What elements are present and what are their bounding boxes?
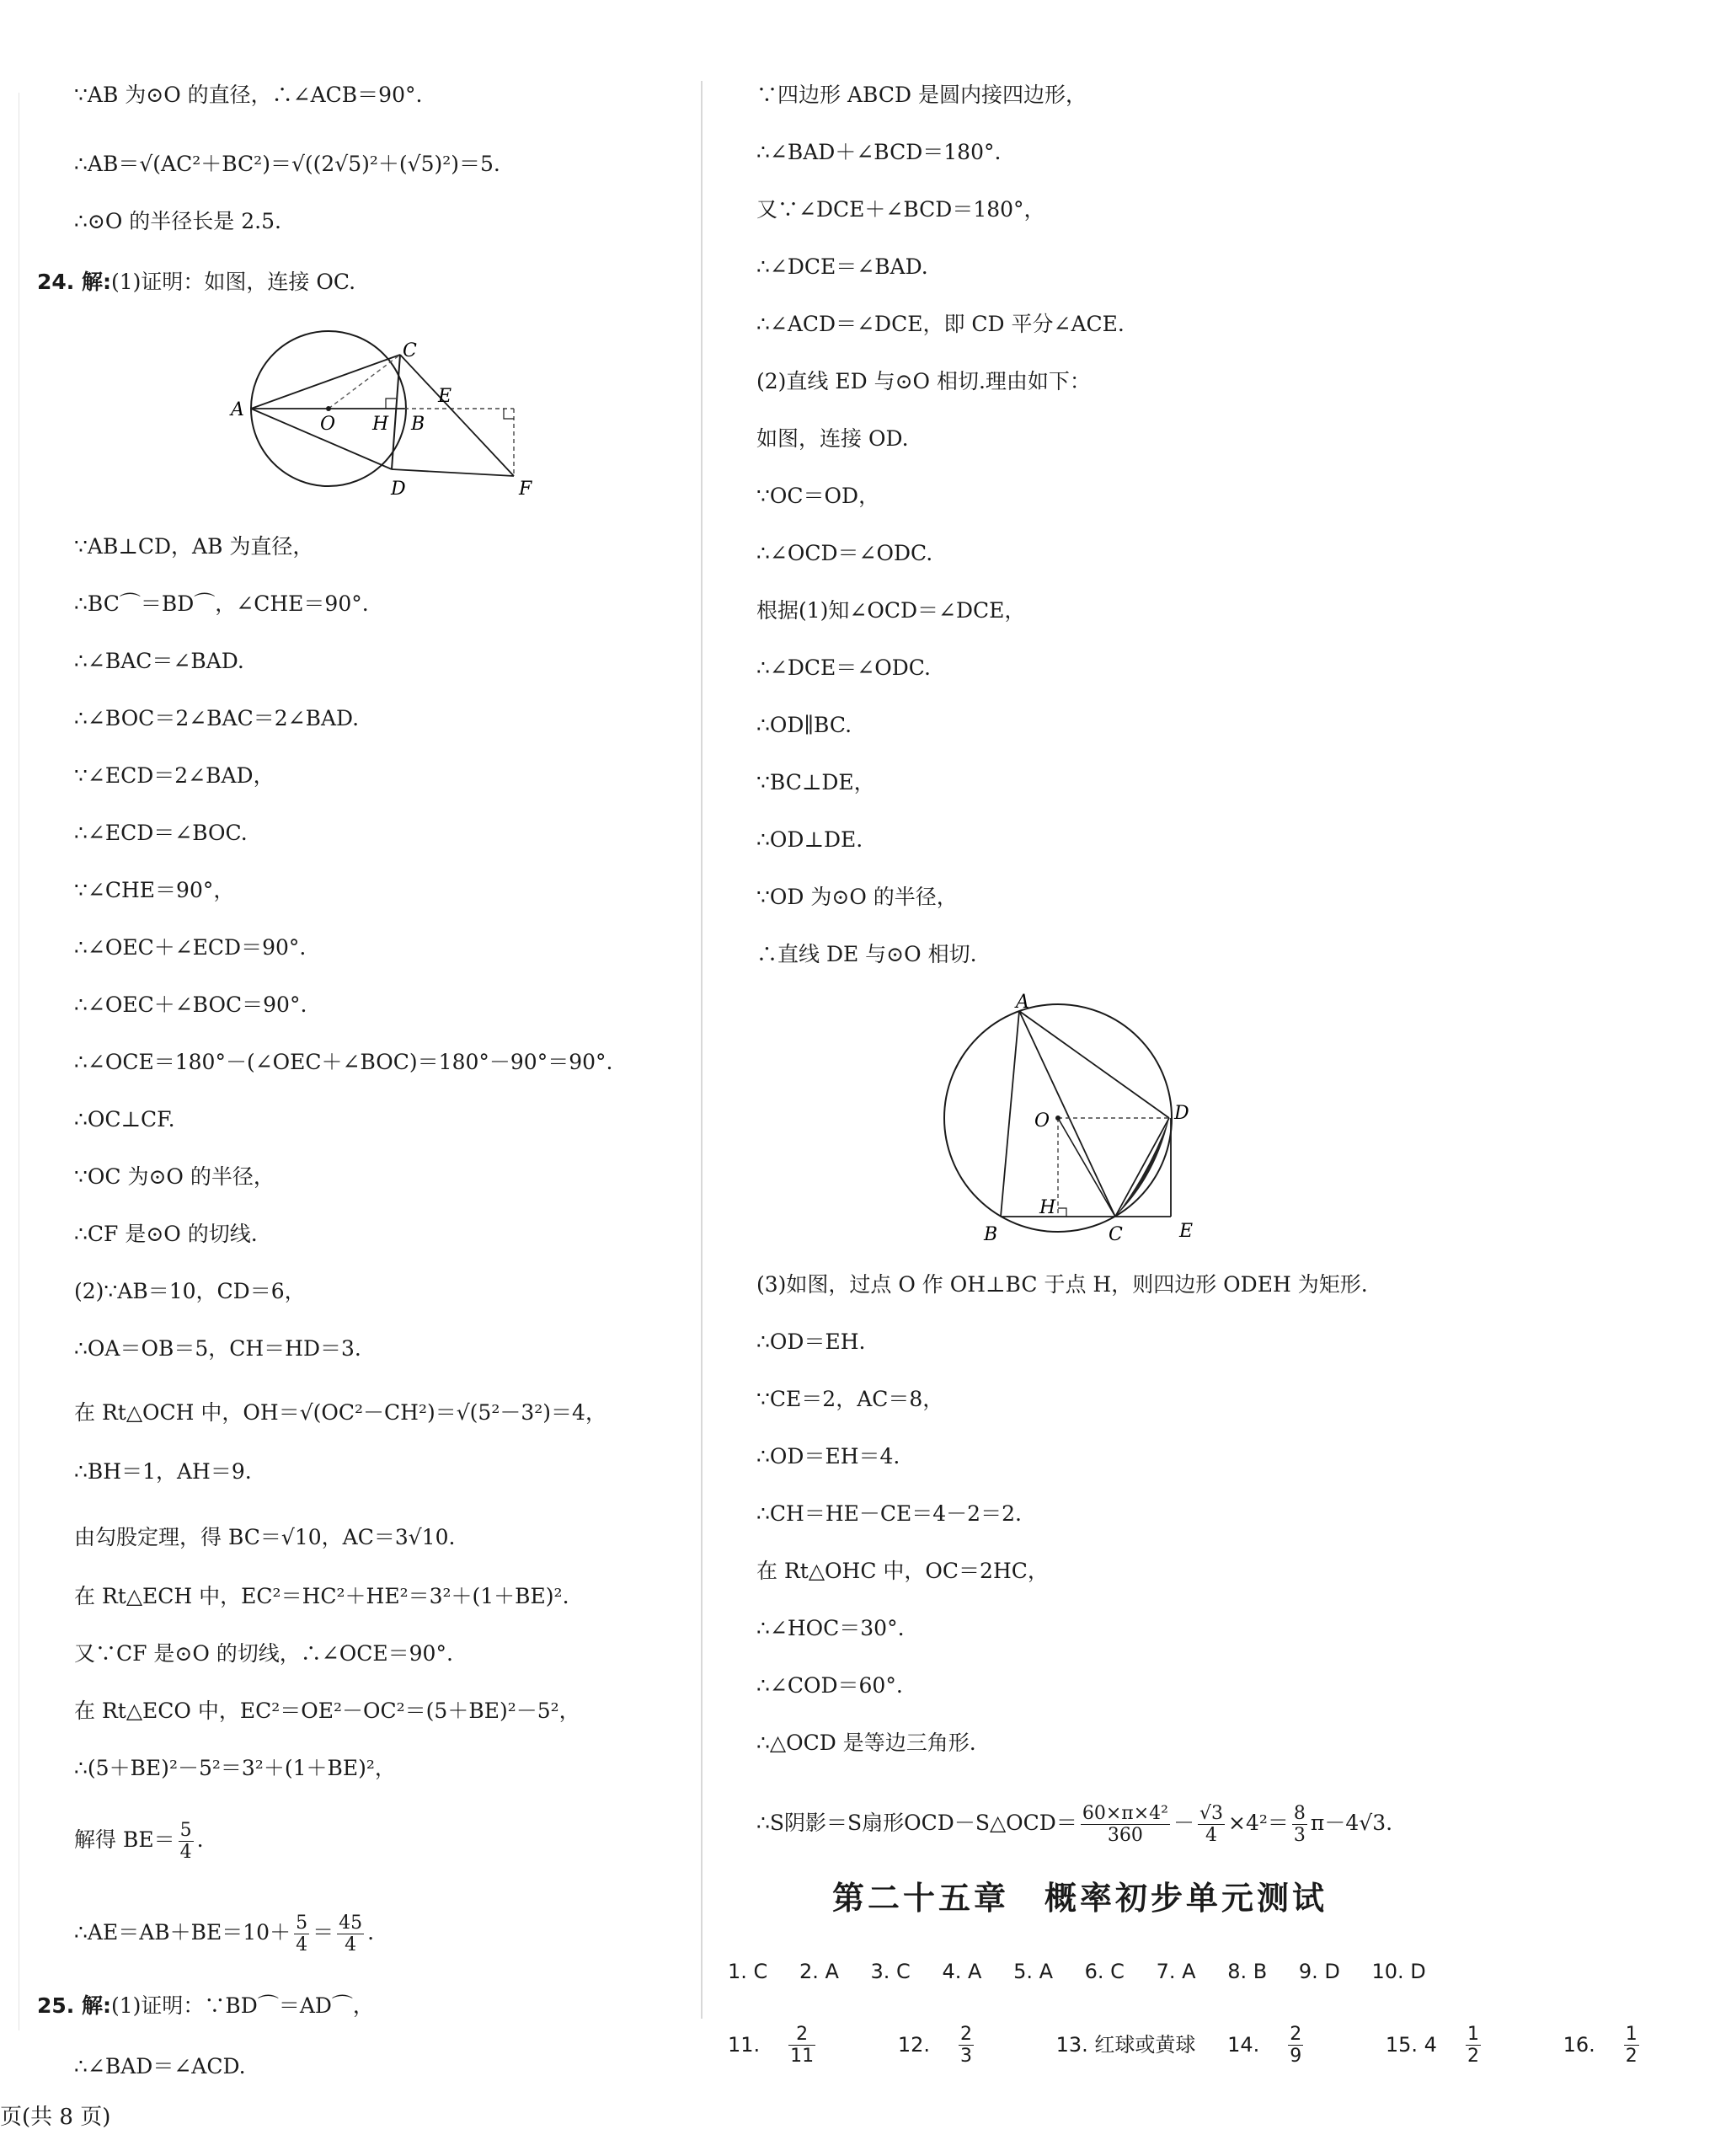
answer-item: 1. C (728, 1960, 768, 1983)
answer-item: 3. C (870, 1960, 911, 1983)
fig1-label-D: D (391, 479, 406, 500)
text-line: ∴∠ECD＝∠BOC. (74, 821, 248, 845)
text-line: ∴(5＋BE)²－5²＝3²＋(1＋BE)²， (74, 1756, 396, 1780)
answer-item: 4. A (942, 1960, 982, 1983)
fraction: $\frac{45}{4}$ (339, 1913, 363, 1955)
text-line: ∴CH＝HE－CE＝4－2＝2. (756, 1501, 1022, 1526)
answers-row-2 (728, 2024, 1715, 2067)
text-line: ∵AB⊥CD，AB 为直径， (74, 534, 314, 559)
answer-item: 14. $\frac{2}{9}$ (1227, 2024, 1302, 2067)
text-line: ∴∠ACD＝∠DCE，即 CD 平分∠ACE. (756, 312, 1125, 336)
figure-circle-tangent (227, 333, 548, 510)
text-line: ∴OD∥BC. (756, 713, 852, 737)
chapter-title: 第二十五章 概率初步单元测试 (832, 1879, 1328, 1917)
answer-item: 6. C (1084, 1960, 1125, 1983)
text-line: 如图，连接 OD. (756, 426, 909, 451)
answer-item: 16. $\frac{1}{2}$ (1563, 2024, 1638, 2067)
question-25 (37, 1992, 374, 2020)
fig2-label-B: B (984, 1224, 998, 1245)
fig2-label-O: O (1034, 1110, 1050, 1131)
text-line: ∵∠ECD＝2∠BAD， (74, 763, 275, 788)
fig1-label-B: B (411, 414, 425, 435)
text-line: ∴∠OCD＝∠ODC. (756, 541, 933, 565)
text-line: (1)证明：∵BD⌒＝AD⌒， (111, 1993, 374, 2018)
text-line: ∴∠DCE＝∠ODC. (756, 655, 931, 680)
text-line: ∴∠COD＝60°. (756, 1673, 903, 1698)
answer-item: 10. D (1371, 1960, 1426, 1983)
text-line: (2)直线 ED 与⊙O 相切.理由如下： (756, 369, 1091, 393)
text-line: 在 Rt△OCH 中，OH＝√(OC²－CH²)＝√(5²－3²)＝4， (74, 1400, 606, 1425)
text-line: ∴AB＝√(AC²＋BC²)＝√((2√5)²＋(√5)²)＝5. (74, 152, 500, 176)
fig2-label-A: A (1016, 992, 1029, 1013)
text-line: ∴BH＝1，AH＝9. (74, 1459, 252, 1484)
fig1-label-O: O (320, 414, 336, 435)
fraction: $\frac{√3}{4}$ (1199, 1803, 1224, 1846)
answer-item: 5. A (1013, 1960, 1054, 1983)
text-line: ∴OC⊥CF. (74, 1107, 175, 1131)
text-line: 又∵∠DCE＋∠BCD＝180°， (756, 197, 1045, 222)
text-line: ∴直线 DE 与⊙O 相切. (756, 942, 977, 966)
text-line: ∴∠OEC＋∠BOC＝90°. (74, 992, 307, 1017)
text-line: ∴OA＝OB＝5，CH＝HD＝3. (74, 1336, 361, 1361)
text-line: 在 Rt△OHC 中，OC＝2HC， (756, 1559, 1049, 1583)
fraction: $\frac{\text{60×π×4²}}{360}$ (1082, 1803, 1168, 1846)
text-line: 又∵CF 是⊙O 的切线，∴∠OCE＝90°. (74, 1641, 453, 1666)
text-line: ∴OD＝EH＝4. (756, 1444, 900, 1469)
text-line: 在 Rt△ECO 中，EC²＝OE²－OC²＝(5＋BE)²－5²， (74, 1699, 580, 1723)
text-line: ∵OD 为⊙O 的半径， (756, 885, 958, 909)
question-number: 24. 解: (37, 270, 111, 294)
question-number: 25. 解: (37, 1993, 111, 2018)
text-line: 由勾股定理，得 BC＝√10，AC＝3√10. (74, 1525, 456, 1549)
text-line: ∴CF 是⊙O 的切线. (74, 1222, 258, 1246)
text-line: ∵OC 为⊙O 的半径， (74, 1164, 275, 1189)
fig1-label-H: H (372, 414, 389, 435)
text-line: ∵BC⊥DE， (756, 770, 875, 794)
area-formula: ∴S阴影＝S扇形OCD－S△OCD＝ $\frac{\text{60×π×4²}}{360}$ － $\frac{√3}{4}$ ×4²＝ $\frac{8}{3}$ π－4√3. (756, 1803, 1393, 1846)
text-line: ∴OD⊥DE. (756, 827, 863, 852)
question-24 (37, 268, 355, 297)
answer-item: 12. $\frac{2}{3}$ (897, 2024, 972, 2067)
text-line: ∴OD＝EH. (756, 1329, 866, 1354)
column-divider (701, 81, 703, 2019)
fig1-label-E: E (438, 386, 452, 407)
fig2-label-D: D (1174, 1103, 1189, 1124)
text-line: ∴∠BAC＝∠BAD. (74, 649, 244, 673)
fig2-label-H: H (1039, 1197, 1056, 1218)
answer-item: 11. $\frac{2}{11}$ (728, 2024, 815, 2067)
text-line: 在 Rt△ECH 中，EC²＝HC²＋HE²＝3²＋(1＋BE)². (74, 1584, 569, 1608)
fig2-label-E: E (1179, 1221, 1194, 1242)
text-line: ∵OC＝OD， (756, 484, 880, 508)
text-line: (3)如图，过点 O 作 OH⊥BC 于点 H，则四边形 ODEH 为矩形. (756, 1272, 1368, 1297)
text-line: ∴⊙O 的半径长是 2.5. (74, 209, 281, 233)
answer-item: 8. B (1227, 1960, 1268, 1983)
text-line: ∴∠OEC＋∠ECD＝90°. (74, 935, 307, 960)
text-line: ∴∠BAD＝∠ACD. (74, 2054, 246, 2078)
text-line: ∴△OCD 是等边三角形. (756, 1731, 976, 1755)
answer-item: 13. 红球或黄球 (1055, 2032, 1196, 2057)
fraction: $\frac{5}{4}$ (296, 1913, 308, 1955)
text-line: ∴BC⌒＝BD⌒，∠CHE＝90°. (74, 591, 369, 616)
fraction: $\frac{8}{3}$ (1293, 1803, 1306, 1846)
figure-circle-sector (935, 992, 1205, 1249)
text-line: ∴∠BAD＋∠BCD＝180°. (756, 140, 1002, 164)
text-line: ∵四边形 ABCD 是圆内接四边形， (756, 83, 1087, 107)
text-line: ∴∠HOC＝30°. (756, 1616, 905, 1640)
fig1-label-F: F (519, 479, 532, 500)
answer-item: 2. A (799, 1960, 839, 1983)
text-line: ∴∠OCE＝180°－(∠OEC＋∠BOC)＝180°－90°＝90°. (74, 1050, 613, 1074)
text-line: ∴∠DCE＝∠BAD. (756, 254, 928, 279)
text-line: ∵AB 为⊙O 的直径，∴∠ACB＝90°. (74, 83, 423, 107)
fraction: $\frac{5}{4}$ (179, 1820, 192, 1863)
text-line: ∵CE＝2，AC＝8， (756, 1387, 944, 1411)
text-line: 根据(1)知∠OCD＝∠DCE， (756, 598, 1026, 623)
answer-item: 7. A (1156, 1960, 1196, 1983)
text-line: ∴∠BOC＝2∠BAC＝2∠BAD. (74, 706, 360, 730)
text-line: (1)证明：如图，连接 OC. (111, 270, 356, 294)
answer-item: 9. D (1298, 1960, 1340, 1983)
text-line: ∵∠CHE＝90°， (74, 878, 235, 902)
text-line: (2)∵AB＝10，CD＝6， (74, 1279, 306, 1303)
fig2-label-C: C (1109, 1224, 1123, 1245)
text-line-be: 解得 BE＝ $\frac{5}{4}$ . (74, 1820, 204, 1863)
text-line-ae: ∴AE＝AB＋BE＝10＋ $\frac{5}{4}$ ＝ $\frac{45}{4}$ . (74, 1913, 375, 1955)
fig1-label-A: A (231, 399, 244, 420)
answers-row-1 (728, 1960, 1451, 1983)
page-footer: 页(共 8 页) (0, 2105, 111, 2130)
answer-item: 15. 4 $\frac{1}{2}$ (1385, 2024, 1479, 2067)
fig1-label-C: C (403, 340, 417, 361)
